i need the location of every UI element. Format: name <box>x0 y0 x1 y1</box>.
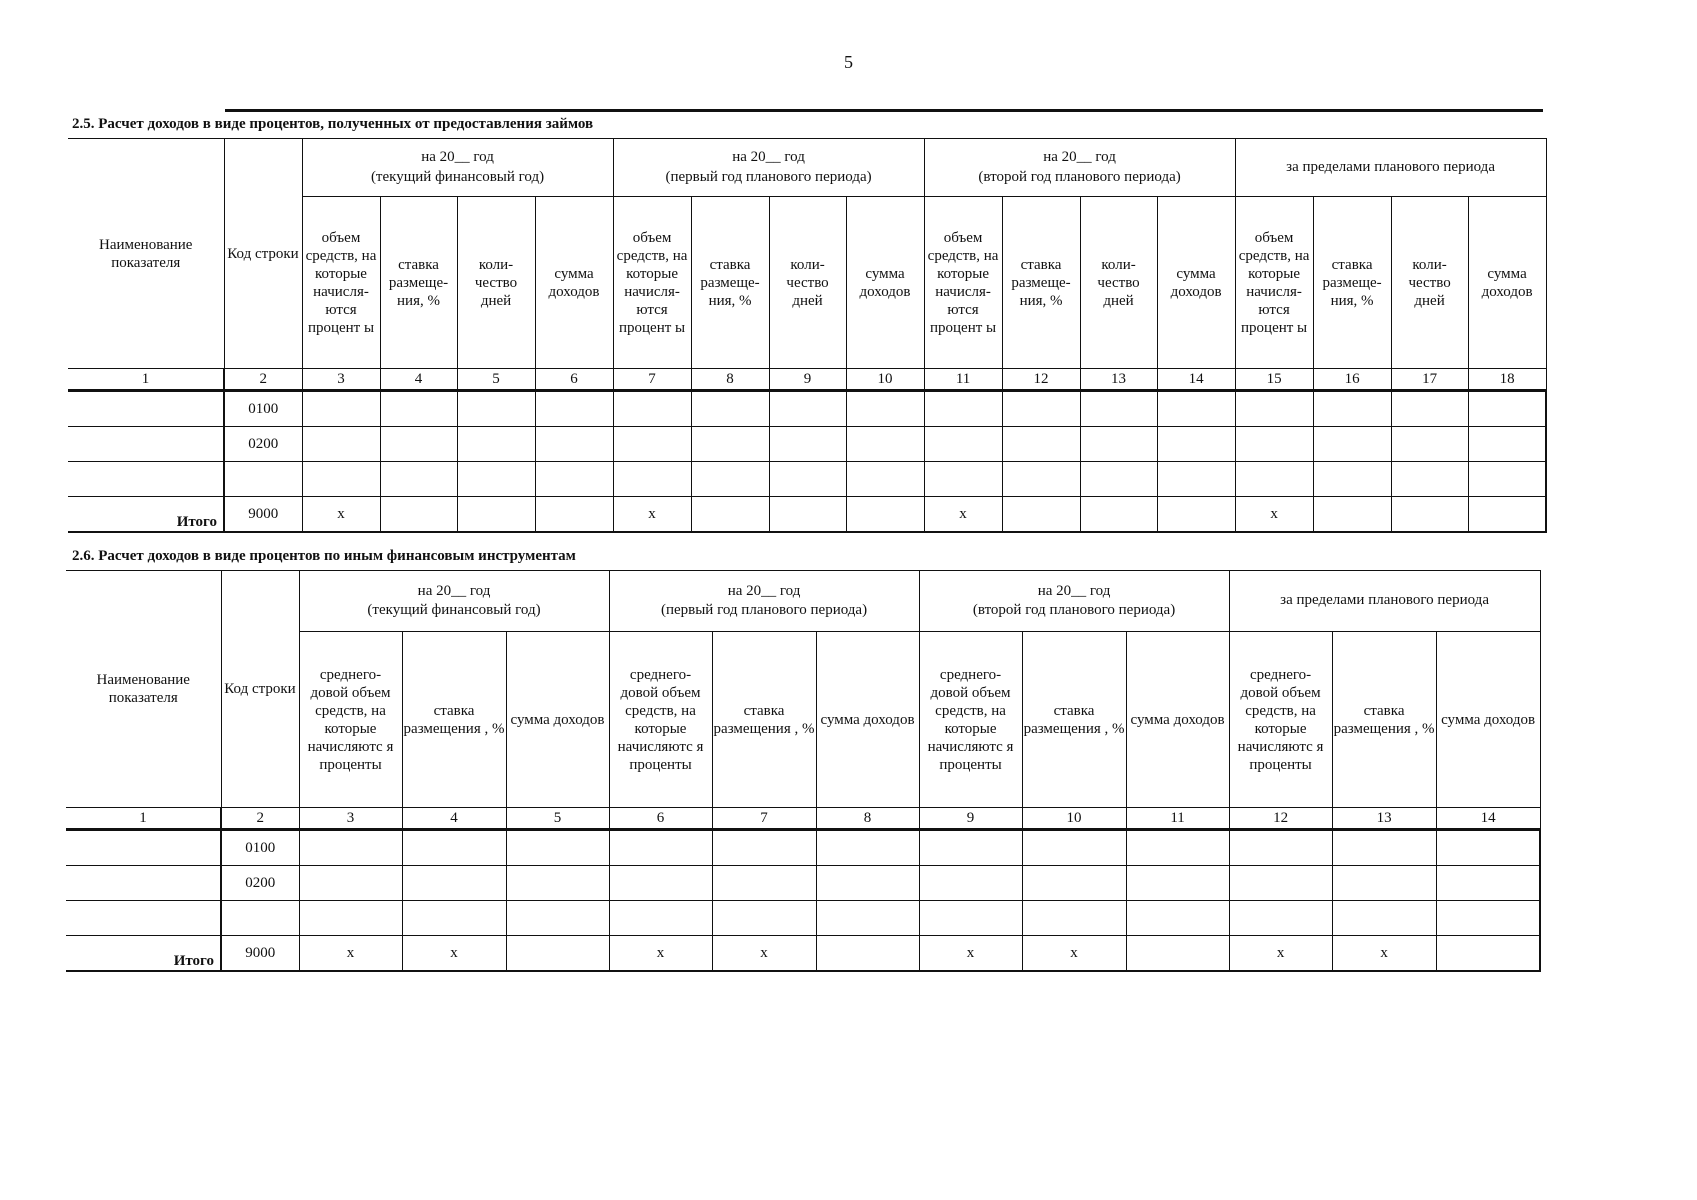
input-cell[interactable] <box>691 497 769 533</box>
input-cell[interactable] <box>919 866 1022 901</box>
input-cell[interactable] <box>535 462 613 497</box>
input-cell[interactable] <box>535 427 613 462</box>
row-name-cell[interactable] <box>66 901 221 936</box>
sub-header-income: сумма доходов <box>816 632 919 808</box>
input-cell[interactable] <box>846 427 924 462</box>
column-number: 17 <box>1391 369 1468 391</box>
input-cell[interactable] <box>457 427 535 462</box>
input-cell[interactable] <box>1332 866 1436 901</box>
input-cell[interactable] <box>613 391 691 427</box>
column-number: 8 <box>691 369 769 391</box>
table-row <box>66 830 1540 866</box>
input-cell[interactable] <box>609 901 712 936</box>
total-mark-cell: x <box>609 936 712 972</box>
column-number: 8 <box>816 808 919 830</box>
input-cell[interactable] <box>1468 462 1546 497</box>
input-cell[interactable] <box>1235 427 1313 462</box>
column-number: 7 <box>613 369 691 391</box>
sub-header-income: сумма доходов <box>1157 197 1235 369</box>
input-cell[interactable] <box>816 901 919 936</box>
input-cell[interactable] <box>691 391 769 427</box>
period-header-beyond: за пределами планового периода <box>1229 571 1540 632</box>
sub-header-rate: ставка размещения , % <box>712 632 816 808</box>
input-cell[interactable] <box>769 497 846 533</box>
input-cell[interactable] <box>816 936 919 972</box>
input-cell[interactable] <box>1002 427 1080 462</box>
input-cell[interactable] <box>535 497 613 533</box>
sub-header-volume: объем средств, на которые начисля- ются процент ы <box>613 197 691 369</box>
input-cell[interactable] <box>299 866 402 901</box>
sub-header-income: сумма доходов <box>846 197 924 369</box>
total-mark-cell: x <box>613 497 691 533</box>
column-number: 5 <box>506 808 609 830</box>
input-cell[interactable] <box>506 936 609 972</box>
column-number: 10 <box>846 369 924 391</box>
input-cell[interactable] <box>1332 901 1436 936</box>
input-cell[interactable] <box>402 866 506 901</box>
input-cell[interactable] <box>1126 830 1229 866</box>
column-number: 11 <box>1126 808 1229 830</box>
period-header-current: на 20__ год (текущий финансовый год) <box>299 571 609 632</box>
row-code-cell <box>224 462 302 497</box>
column-number-row <box>68 369 1546 391</box>
input-cell[interactable] <box>1313 427 1391 462</box>
period-header-plan-1: на 20__ год (первый год планового периода) <box>609 571 919 632</box>
column-number: 13 <box>1332 808 1436 830</box>
sub-header-rate: ставка размеще- ния, % <box>1313 197 1391 369</box>
input-cell[interactable] <box>1022 830 1126 866</box>
column-number: 5 <box>457 369 535 391</box>
sub-header-income: сумма доходов <box>1468 197 1546 369</box>
total-mark-cell: x <box>1229 936 1332 972</box>
input-cell[interactable] <box>299 901 402 936</box>
column-number: 2 <box>221 808 299 830</box>
input-cell[interactable] <box>1126 936 1229 972</box>
sub-header-volume: объем средств, на которые начисля- ются процент ы <box>1235 197 1313 369</box>
input-cell[interactable] <box>380 427 457 462</box>
input-cell[interactable] <box>1157 497 1235 533</box>
input-cell[interactable] <box>1468 497 1546 533</box>
input-cell[interactable] <box>299 830 402 866</box>
column-number: 4 <box>402 808 506 830</box>
total-mark-cell: x <box>924 497 1002 533</box>
input-cell[interactable] <box>1229 901 1332 936</box>
input-cell[interactable] <box>1126 866 1229 901</box>
name-header: Наименование показателя <box>68 139 224 369</box>
input-cell[interactable] <box>712 830 816 866</box>
sub-header-rate: ставка размещения , % <box>402 632 506 808</box>
input-cell[interactable] <box>919 901 1022 936</box>
column-number: 6 <box>609 808 712 830</box>
input-cell[interactable] <box>457 391 535 427</box>
input-cell[interactable] <box>1229 830 1332 866</box>
input-cell[interactable] <box>1080 391 1157 427</box>
section-26-table <box>66 570 1541 972</box>
total-mark-cell: x <box>402 936 506 972</box>
column-number: 12 <box>1229 808 1332 830</box>
sub-header-income: сумма доходов <box>1126 632 1229 808</box>
input-cell[interactable] <box>1157 391 1235 427</box>
input-cell[interactable] <box>924 427 1002 462</box>
name-header: Наименование показателя <box>66 571 221 808</box>
period-header-plan-2: на 20__ год (второй год планового периода) <box>924 139 1235 197</box>
page-number: 5 <box>844 52 853 72</box>
row-name-cell[interactable] <box>68 427 224 462</box>
input-cell[interactable] <box>1313 462 1391 497</box>
column-number: 15 <box>1235 369 1313 391</box>
column-number: 11 <box>924 369 1002 391</box>
input-cell[interactable] <box>769 391 846 427</box>
period-header-beyond: за пределами планового периода <box>1235 139 1546 197</box>
input-cell[interactable] <box>1080 497 1157 533</box>
input-cell[interactable] <box>535 391 613 427</box>
column-number: 16 <box>1313 369 1391 391</box>
total-mark-cell: x <box>1332 936 1436 972</box>
code-header: Код строки <box>224 139 302 369</box>
input-cell[interactable] <box>1391 391 1468 427</box>
column-number: 4 <box>380 369 457 391</box>
column-number: 12 <box>1002 369 1080 391</box>
total-label: Итого <box>66 936 221 972</box>
input-cell[interactable] <box>1332 830 1436 866</box>
row-code-cell: 0200 <box>221 866 299 901</box>
input-cell[interactable] <box>769 427 846 462</box>
input-cell[interactable] <box>380 497 457 533</box>
input-cell[interactable] <box>506 866 609 901</box>
row-code-cell: 0200 <box>224 427 302 462</box>
input-cell[interactable] <box>1436 866 1540 901</box>
input-cell[interactable] <box>1022 901 1126 936</box>
input-cell[interactable] <box>380 462 457 497</box>
column-number: 7 <box>712 808 816 830</box>
input-cell[interactable] <box>506 901 609 936</box>
input-cell[interactable] <box>816 830 919 866</box>
input-cell[interactable] <box>1157 462 1235 497</box>
input-cell[interactable] <box>302 462 380 497</box>
section-25-table <box>68 138 1547 533</box>
input-cell[interactable] <box>1436 830 1540 866</box>
total-mark-cell: x <box>712 936 816 972</box>
section-25-top-rule <box>225 109 1543 112</box>
input-cell[interactable] <box>380 391 457 427</box>
input-cell[interactable] <box>457 497 535 533</box>
input-cell[interactable] <box>402 830 506 866</box>
code-header: Код строки <box>221 571 299 808</box>
column-number: 13 <box>1080 369 1157 391</box>
sub-header-income: сумма доходов <box>535 197 613 369</box>
input-cell[interactable] <box>712 866 816 901</box>
sub-header-rate: ставка размеще- ния, % <box>1002 197 1080 369</box>
table-row <box>68 427 1546 462</box>
input-cell[interactable] <box>402 901 506 936</box>
input-cell[interactable] <box>1436 901 1540 936</box>
row-code-cell: 0100 <box>221 830 299 866</box>
total-mark-cell: x <box>299 936 402 972</box>
input-cell[interactable] <box>506 830 609 866</box>
input-cell[interactable] <box>846 497 924 533</box>
sub-header-days: коли- чество дней <box>1080 197 1157 369</box>
input-cell[interactable] <box>1391 462 1468 497</box>
sub-header-days: коли- чество дней <box>1391 197 1468 369</box>
column-number: 1 <box>66 808 221 830</box>
column-number: 3 <box>299 808 402 830</box>
table-row <box>68 391 1546 427</box>
row-name-cell[interactable] <box>66 866 221 901</box>
table-row <box>68 462 1546 497</box>
total-row <box>66 936 1540 972</box>
sub-header-income: сумма доходов <box>506 632 609 808</box>
column-number: 14 <box>1436 808 1540 830</box>
column-number: 10 <box>1022 808 1126 830</box>
total-code-cell: 9000 <box>221 936 299 972</box>
input-cell[interactable] <box>691 462 769 497</box>
input-cell[interactable] <box>302 427 380 462</box>
section-26-title: 2.6. Расчет доходов в виде процентов по иным финансовым инструментам <box>72 548 576 564</box>
total-mark-cell: x <box>1235 497 1313 533</box>
total-code-cell: 9000 <box>224 497 302 533</box>
table-row <box>66 866 1540 901</box>
input-cell[interactable] <box>609 830 712 866</box>
input-cell[interactable] <box>1229 866 1332 901</box>
sub-header-avg-volume: среднего- довой объем средств, на которые начисляютс я проценты <box>609 632 712 808</box>
column-number: 1 <box>68 369 224 391</box>
input-cell[interactable] <box>1391 427 1468 462</box>
section-25-title: 2.5. Расчет доходов в виде процентов, полученных от предоставления займов <box>72 116 594 132</box>
input-cell[interactable] <box>457 462 535 497</box>
input-cell[interactable] <box>1235 391 1313 427</box>
column-number: 9 <box>919 808 1022 830</box>
table-row <box>66 901 1540 936</box>
input-cell[interactable] <box>924 462 1002 497</box>
column-number: 2 <box>224 369 302 391</box>
sub-header-rate: ставка размеще- ния, % <box>691 197 769 369</box>
total-mark-cell: x <box>1022 936 1126 972</box>
row-name-cell[interactable] <box>68 391 224 427</box>
input-cell[interactable] <box>1468 391 1546 427</box>
row-name-cell[interactable] <box>66 830 221 866</box>
sub-header-rate: ставка размеще- ния, % <box>380 197 457 369</box>
input-cell[interactable] <box>613 427 691 462</box>
column-number: 3 <box>302 369 380 391</box>
column-number: 18 <box>1468 369 1546 391</box>
input-cell[interactable] <box>1436 936 1540 972</box>
input-cell[interactable] <box>1391 497 1468 533</box>
sub-header-avg-volume: среднего- довой объем средств, на которые начисляютс я проценты <box>1229 632 1332 808</box>
input-cell[interactable] <box>1313 391 1391 427</box>
sub-header-days: коли- чество дней <box>769 197 846 369</box>
input-cell[interactable] <box>846 391 924 427</box>
sub-header-volume: объем средств, на которые начисля- ются процент ы <box>924 197 1002 369</box>
input-cell[interactable] <box>816 866 919 901</box>
total-mark-cell: x <box>302 497 380 533</box>
input-cell[interactable] <box>919 830 1022 866</box>
sub-header-income: сумма доходов <box>1436 632 1540 808</box>
sub-header-volume: объем средств, на которые начисля- ются процент ы <box>302 197 380 369</box>
row-code-cell: 0100 <box>224 391 302 427</box>
sub-header-avg-volume: среднего- довой объем средств, на которые начисляютс я проценты <box>919 632 1022 808</box>
input-cell[interactable] <box>1002 391 1080 427</box>
input-cell[interactable] <box>1157 427 1235 462</box>
row-name-cell[interactable] <box>68 462 224 497</box>
input-cell[interactable] <box>1126 901 1229 936</box>
input-cell[interactable] <box>1022 866 1126 901</box>
input-cell[interactable] <box>609 866 712 901</box>
total-row <box>68 497 1546 533</box>
input-cell[interactable] <box>1313 497 1391 533</box>
input-cell[interactable] <box>691 427 769 462</box>
period-header-plan-1: на 20__ год (первый год планового периода) <box>613 139 924 197</box>
column-number-row <box>66 808 1540 830</box>
input-cell[interactable] <box>769 462 846 497</box>
input-cell[interactable] <box>1468 427 1546 462</box>
sub-header-days: коли- чество дней <box>457 197 535 369</box>
input-cell[interactable] <box>846 462 924 497</box>
sub-header-rate: ставка размещения , % <box>1022 632 1126 808</box>
row-code-cell <box>221 901 299 936</box>
input-cell[interactable] <box>1080 462 1157 497</box>
input-cell[interactable] <box>1002 462 1080 497</box>
column-number: 6 <box>535 369 613 391</box>
input-cell[interactable] <box>712 901 816 936</box>
input-cell[interactable] <box>1235 462 1313 497</box>
column-number: 9 <box>769 369 846 391</box>
total-label: Итого <box>68 497 224 533</box>
total-mark-cell: x <box>919 936 1022 972</box>
input-cell[interactable] <box>1080 427 1157 462</box>
period-header-plan-2: на 20__ год (второй год планового периода) <box>919 571 1229 632</box>
column-number: 14 <box>1157 369 1235 391</box>
sub-header-avg-volume: среднего- довой объем средств, на которые начисляютс я проценты <box>299 632 402 808</box>
period-header-current: на 20__ год (текущий финансовый год) <box>302 139 613 197</box>
input-cell[interactable] <box>1002 497 1080 533</box>
input-cell[interactable] <box>613 462 691 497</box>
sub-header-rate: ставка размещения , % <box>1332 632 1436 808</box>
input-cell[interactable] <box>302 391 380 427</box>
input-cell[interactable] <box>924 391 1002 427</box>
